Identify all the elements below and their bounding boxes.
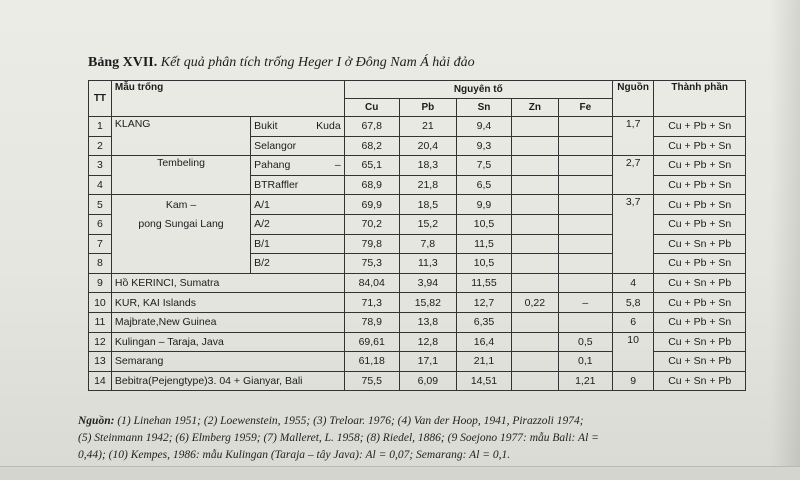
analysis-table (88, 80, 746, 391)
cell-cu: 79,8 (344, 234, 399, 254)
source-text-1: (1) Linehan 1951; (2) Loewenstein, 1955; (3) Treloar. 1976; (4) Van der Hoop, 1941, Pirazzoli 1974; (114, 415, 584, 427)
table-row (89, 371, 746, 391)
row-number: 9 (89, 273, 112, 293)
cell-pb: 18,5 (399, 195, 456, 215)
sample-name: Bebitra(Pejengtype)3. 04 + Gianyar, Bali (111, 371, 344, 391)
source-note (78, 413, 778, 464)
sample-group (111, 234, 250, 254)
cell-sn: 11,55 (456, 273, 511, 293)
col-header-elements: Nguyên tố (344, 81, 612, 99)
cell-sn: 14,51 (456, 371, 511, 391)
cell-composition: Cu + Pb + Sn (654, 117, 746, 137)
cell-fe (558, 234, 612, 254)
cell-fe: 0,5 (558, 332, 612, 352)
cell-cu: 78,9 (344, 312, 399, 332)
row-number: 2 (89, 136, 112, 156)
cell-fe (558, 214, 612, 234)
cell-sn: 12,7 (456, 293, 511, 313)
cell-pb: 11,3 (399, 254, 456, 274)
sample-name: KUR, KAI Islands (111, 293, 344, 313)
cell-sn: 10,5 (456, 254, 511, 274)
cell-composition: Cu + Pb + Sn (654, 293, 746, 313)
cell-source: 5,8 (612, 293, 654, 313)
sample-sub-extra: Kuda (311, 117, 344, 137)
cell-pb: 6,09 (399, 371, 456, 391)
sample-name: Majbrate,New Guinea (111, 312, 344, 332)
cell-sn: 21,1 (456, 352, 511, 372)
sample-sub: B/1 (251, 234, 311, 254)
source-text-3: 0,44); (10) Kempes, 1986: mẫu Kulingan (Taraja – tây Java): Al = 0,07; Semarang: Al = 0,1. (78, 449, 511, 461)
row-number: 6 (89, 214, 112, 234)
col-header-tt: TT (89, 81, 112, 117)
row-number: 12 (89, 332, 112, 352)
cell-fe (558, 175, 612, 195)
cell-sn: 9,4 (456, 117, 511, 137)
cell-cu: 65,1 (344, 156, 399, 176)
row-number: 8 (89, 254, 112, 274)
sample-sub-extra (311, 214, 344, 234)
table-row (89, 332, 746, 352)
col-header-source: Nguồn (612, 81, 654, 117)
table-row (89, 273, 746, 293)
cell-sn: 7,5 (456, 156, 511, 176)
row-number: 4 (89, 175, 112, 195)
cell-pb: 12,8 (399, 332, 456, 352)
cell-zn (512, 117, 559, 137)
sample-group (111, 254, 250, 274)
cell-zn (512, 156, 559, 176)
table-row (89, 312, 746, 332)
cell-composition: Cu + Sn + Pb (654, 273, 746, 293)
row-number: 13 (89, 352, 112, 372)
cell-fe (558, 195, 612, 215)
cell-pb: 21 (399, 117, 456, 137)
cell-source: 10 (612, 332, 654, 371)
sample-group: Tembeling (111, 156, 250, 195)
cell-sn: 10,5 (456, 214, 511, 234)
sample-sub-extra: – (311, 156, 344, 176)
cell-sn: 9,9 (456, 195, 511, 215)
cell-cu: 75,5 (344, 371, 399, 391)
cell-fe: 0,1 (558, 352, 612, 372)
table-row (89, 195, 746, 215)
cell-sn: 6,5 (456, 175, 511, 195)
cell-composition: Cu + Pb + Sn (654, 254, 746, 274)
cell-zn (512, 175, 559, 195)
source-line-2 (78, 430, 778, 447)
cell-zn (512, 273, 559, 293)
cell-composition: Cu + Pb + Sn (654, 312, 746, 332)
cell-pb: 18,3 (399, 156, 456, 176)
caption-label: Bảng XVII. (88, 55, 158, 70)
row-number: 1 (89, 117, 112, 137)
cell-source: 3,7 (612, 195, 654, 273)
cell-pb: 15,2 (399, 214, 456, 234)
cell-zn (512, 371, 559, 391)
page-edge-shadow (770, 0, 800, 479)
sample-sub: BTRaffler (251, 175, 311, 195)
cell-composition: Cu + Pb + Sn (654, 195, 746, 215)
source-label: Nguồn: (78, 415, 115, 427)
caption-title: Kết quả phân tích trống Heger I ở Đông Nam Á hải đảo (160, 55, 475, 70)
sample-name: Hồ KERINCI, Sumatra (111, 273, 344, 293)
col-header-cu: Cu (344, 99, 399, 117)
cell-composition: Cu + Pb + Sn (654, 136, 746, 156)
cell-sn: 11,5 (456, 234, 511, 254)
cell-cu: 70,2 (344, 214, 399, 234)
row-number: 3 (89, 156, 112, 176)
sample-group: KLANG (111, 117, 250, 156)
row-number: 11 (89, 312, 112, 332)
row-number: 7 (89, 234, 112, 254)
cell-fe (558, 254, 612, 274)
cell-pb: 3,94 (399, 273, 456, 293)
cell-cu: 67,8 (344, 117, 399, 137)
cell-source: 1,7 (612, 117, 654, 156)
cell-cu: 68,2 (344, 136, 399, 156)
sample-sub: Selangor (251, 136, 311, 156)
cell-source: 2,7 (612, 156, 654, 195)
col-header-sample: Mẫu trống (111, 81, 344, 117)
cell-cu: 71,3 (344, 293, 399, 313)
cell-zn: 0,22 (512, 293, 559, 313)
cell-composition: Cu + Sn + Pb (654, 332, 746, 352)
cell-composition: Cu + Pb + Sn (654, 214, 746, 234)
cell-pb: 17,1 (399, 352, 456, 372)
sample-sub: A/2 (251, 214, 311, 234)
col-header-sn: Sn (456, 99, 511, 117)
sample-sub-extra (311, 234, 344, 254)
cell-source: 6 (612, 312, 654, 332)
cell-source: 4 (612, 273, 654, 293)
cell-composition: Cu + Pb + Sn (654, 175, 746, 195)
cell-cu: 69,61 (344, 332, 399, 352)
sample-group: Kam – (111, 195, 250, 215)
source-line-1 (78, 413, 778, 430)
cell-zn (512, 312, 559, 332)
source-line-3 (78, 447, 778, 464)
sample-name: Kulingan – Taraja, Java (111, 332, 344, 352)
table-caption (88, 55, 475, 71)
sample-sub: A/1 (251, 195, 311, 215)
sample-sub: Pahang (251, 156, 311, 176)
cell-cu: 69,9 (344, 195, 399, 215)
sample-sub: Bukit (251, 117, 311, 137)
cell-fe: 1,21 (558, 371, 612, 391)
sample-sub-extra (311, 254, 344, 274)
table-row (89, 293, 746, 313)
cell-cu: 84,04 (344, 273, 399, 293)
cell-pb: 21,8 (399, 175, 456, 195)
row-number: 14 (89, 371, 112, 391)
col-header-composition: Thành phần (654, 81, 746, 117)
sample-name: Semarang (111, 352, 344, 372)
cell-cu: 75,3 (344, 254, 399, 274)
cell-fe (558, 156, 612, 176)
sample-sub-extra (311, 175, 344, 195)
cell-cu: 61,18 (344, 352, 399, 372)
table-row (89, 117, 746, 137)
cell-pb: 15,82 (399, 293, 456, 313)
sample-sub-extra (311, 195, 344, 215)
cell-source: 9 (612, 371, 654, 391)
sample-group: pong Sungai Lang (111, 214, 250, 234)
row-number: 5 (89, 195, 112, 215)
cell-composition: Cu + Pb + Sn (654, 156, 746, 176)
col-header-fe: Fe (558, 99, 612, 117)
col-header-zn: Zn (512, 99, 559, 117)
sample-sub-extra (311, 136, 344, 156)
cell-fe: – (558, 293, 612, 313)
cell-zn (512, 254, 559, 274)
cell-composition: Cu + Sn + Pb (654, 352, 746, 372)
cell-pb: 13,8 (399, 312, 456, 332)
cell-sn: 6,35 (456, 312, 511, 332)
cell-fe (558, 273, 612, 293)
cell-zn (512, 332, 559, 352)
cell-sn: 16,4 (456, 332, 511, 352)
header-row-1 (89, 81, 746, 99)
cell-fe (558, 117, 612, 137)
cell-composition: Cu + Sn + Pb (654, 234, 746, 254)
sample-sub: B/2 (251, 254, 311, 274)
cell-fe (558, 136, 612, 156)
col-header-pb: Pb (399, 99, 456, 117)
cell-zn (512, 136, 559, 156)
cell-cu: 68,9 (344, 175, 399, 195)
cell-sn: 9,3 (456, 136, 511, 156)
cell-fe (558, 312, 612, 332)
cell-zn (512, 234, 559, 254)
cell-zn (512, 195, 559, 215)
table-row (89, 156, 746, 176)
source-text-2: (5) Steinmann 1942; (6) Elmberg 1959; (7) Malleret, L. 1958; (8) Riedel, 1886; (9 Soejono 1977: mẫu Bali: Al = (78, 432, 599, 444)
next-page-strip (0, 466, 800, 480)
row-number: 10 (89, 293, 112, 313)
cell-pb: 20,4 (399, 136, 456, 156)
cell-zn (512, 214, 559, 234)
cell-composition: Cu + Sn + Pb (654, 371, 746, 391)
cell-zn (512, 352, 559, 372)
cell-pb: 7,8 (399, 234, 456, 254)
